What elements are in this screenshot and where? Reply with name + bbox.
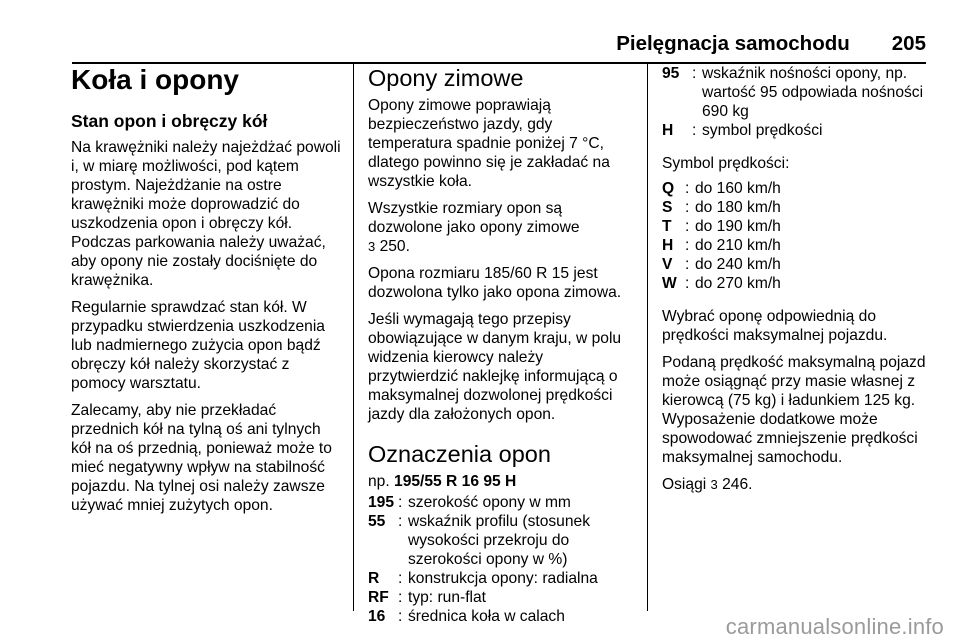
designation-key: 16: [368, 608, 386, 625]
designation-sep: :: [398, 494, 403, 511]
example-code: 195/55 R 16 95 H: [394, 473, 517, 490]
speed-value: do 210 km/h: [695, 237, 781, 254]
speed-row: [662, 217, 930, 236]
paragraph-rotation: Zalecamy, aby nie przekładać przednich kół na tylną oś ani tylnych kół na oś przednią, ponieważ może to mieć negatywny wpływ na stabilność pojazdu. Na tylnej osi należy zawsze używać mniej zużytych opon.: [71, 402, 332, 514]
speed-row: [662, 255, 930, 274]
designation-value: symbol prędkości: [702, 122, 823, 139]
winter-sizes-text: Wszystkie rozmiary opon są dozwolone jako opony zimowe: [368, 200, 580, 236]
designation-sep: :: [398, 570, 403, 587]
paragraph-kerbs: Na krawężniki należy najeżdżać powoli i, w miarę możliwości, pod kątem prostym. Najeżdżanie na ostre krawężniki może doprowadzić do uszkodzenia opon i obręczy kół. Podczas parkowania należy uważać, aby opony nie zostały dociśnięte do krawężnika.: [71, 139, 341, 289]
paragraph-performance-ref: [662, 475, 930, 494]
designation-key: 95: [662, 65, 680, 82]
designation-value: wskaźnik profilu (stosunek wysokości przekroju do szerokości opony w %): [408, 513, 591, 568]
speed-row: [662, 274, 930, 293]
speed-symbol-list: [662, 179, 930, 293]
column-1: [71, 64, 341, 523]
designation-example: [368, 472, 632, 491]
speed-key: H: [662, 237, 674, 254]
designation-value: konstrukcja opony: radialna: [408, 570, 598, 587]
performance-text: Osiągi: [662, 476, 707, 493]
designation-key: 195: [368, 494, 395, 511]
section-heading-winter-tyres: Opony zimowe: [368, 65, 524, 91]
paragraph-inspection: Regularnie sprawdzać stan kół. W przypadku stwierdzenia uszkodzenia lub nadmiernego zużycia opon bądź obręczy kół należy skorzystać z pomocy warsztatu.: [71, 299, 325, 392]
column-2: [368, 64, 632, 634]
speed-value: do 190 km/h: [695, 218, 781, 235]
speed-key: Q: [662, 180, 675, 197]
section-title: Pielęgnacja samochodu: [616, 32, 850, 55]
designation-key: R: [368, 570, 380, 587]
designation-value: szerokość opony w mm: [408, 494, 571, 511]
column-3: [662, 64, 930, 502]
chapter-title: Koła i opony: [71, 64, 239, 95]
speed-sep: :: [685, 237, 690, 254]
designation-list: [368, 493, 632, 626]
paragraph-max-speed: Podaną prędkość maksymalną pojazd może osiągnąć przy masie własnej z kierowcą (75 kg) i ładunkiem 125 kg. Wyposażenie dodatkowe może spowodować zmniejszenie prędkości maksymalnej samochodu.: [662, 354, 926, 466]
speed-key: T: [662, 218, 672, 235]
paragraph-choose-tyre: Wybrać oponę odpowiednią do prędkości maksymalnej pojazdu.: [662, 308, 888, 344]
speed-sep: :: [685, 256, 690, 273]
paragraph-speed-sticker: Jeśli wymagają tego przepisy obowiązujące w danym kraju, w polu widzenia kierowcy należy przytwierdzić naklejkę informującą o maksymalnej dozwolonej prędkości jazdy dla założonych opon.: [368, 311, 622, 423]
designation-sep: :: [692, 65, 697, 82]
page-ref-link[interactable]: 246.: [722, 476, 753, 493]
designation-row: [368, 569, 632, 588]
watermark: carmanualsonline.info: [725, 614, 944, 639]
designation-sep: :: [398, 513, 403, 530]
designation-value: średnica koła w calach: [408, 608, 565, 625]
page-ref-arrow-icon: 3: [368, 239, 376, 254]
section-heading-tyre-designations: Oznaczenia opon: [368, 441, 551, 467]
page-header: [72, 26, 926, 64]
designation-value: typ: run-flat: [408, 589, 486, 606]
designation-row: [662, 64, 930, 121]
speed-sep: :: [685, 199, 690, 216]
designation-row: [368, 493, 632, 512]
speed-key: V: [662, 256, 673, 273]
speed-value: do 270 km/h: [695, 275, 781, 292]
speed-sep: :: [685, 275, 690, 292]
speed-value: do 180 km/h: [695, 199, 781, 216]
designation-row: [368, 588, 632, 607]
designation-key: 55: [368, 513, 386, 530]
designation-list-continued: [662, 64, 930, 140]
section-heading-tyre-condition: Stan opon i obręczy kół: [71, 111, 268, 131]
speed-key: S: [662, 199, 673, 216]
designation-key: RF: [368, 589, 389, 606]
speed-row: [662, 236, 930, 255]
speed-value: do 240 km/h: [695, 256, 781, 273]
speed-sep: :: [685, 180, 690, 197]
designation-sep: :: [398, 589, 403, 606]
speed-row: [662, 179, 930, 198]
column-divider-left: [353, 64, 354, 611]
speed-symbol-heading: Symbol prędkości:: [662, 155, 790, 172]
paragraph-winter-benefits: Opony zimowe poprawiają bezpieczeństwo jazdy, gdy temperatura spadnie poniżej 7 °C, dlatego powinno się je zakładać na wszystkie koła.: [368, 97, 610, 190]
paragraph-winter-sizes: [368, 199, 632, 256]
designation-row: [662, 121, 930, 140]
speed-value: do 160 km/h: [695, 180, 781, 197]
designation-sep: :: [398, 608, 403, 625]
designation-sep: :: [692, 122, 697, 139]
column-divider-right: [647, 64, 648, 611]
designation-key: H: [662, 122, 674, 139]
page-ref-link[interactable]: 250.: [379, 238, 410, 255]
speed-key: W: [662, 275, 677, 292]
page-ref-arrow-icon: 3: [710, 477, 718, 492]
example-prefix: np.: [368, 473, 390, 490]
page-number: 205: [891, 32, 926, 55]
designation-row: [368, 512, 632, 569]
speed-row: [662, 198, 930, 217]
paragraph-winter-size-only: Opona rozmiaru 185/60 R 15 jest dozwolona tylko jako opona zimowa.: [368, 265, 622, 301]
designation-row: [368, 607, 632, 626]
speed-sep: :: [685, 218, 690, 235]
designation-value: wskaźnik nośności opony, np. wartość 95 odpowiada nośności 690 kg: [702, 65, 924, 120]
